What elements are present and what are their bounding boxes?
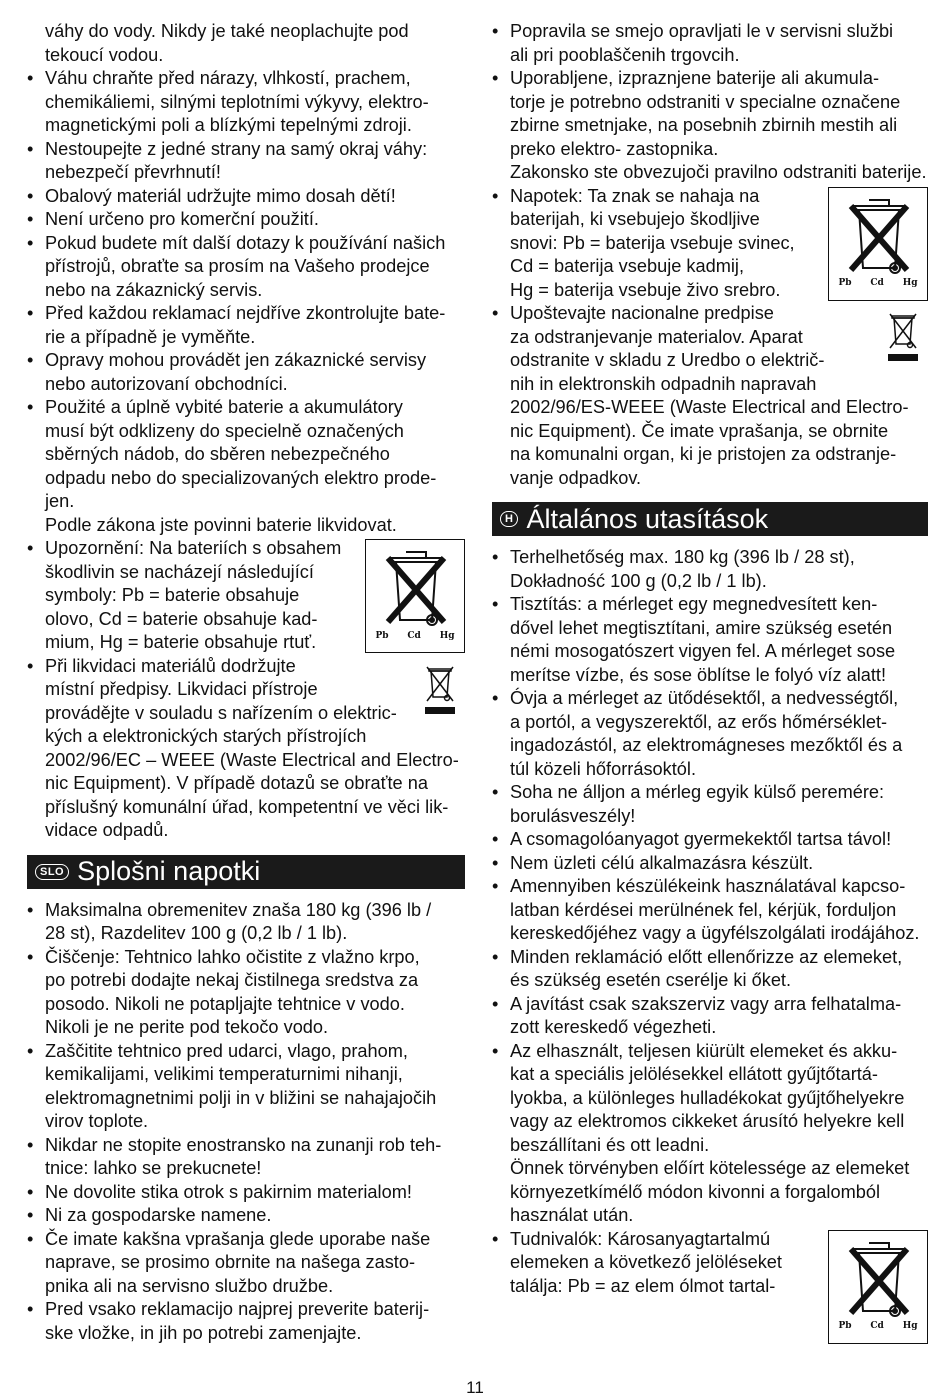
h-bullet-list <box>492 546 928 1157</box>
section-title: Általános utasítások <box>526 503 769 534</box>
bullet: • <box>27 209 34 229</box>
bullet: • <box>27 232 34 253</box>
text-line: Soha ne álljon a mérleg egyik külső peremére: <box>510 782 885 802</box>
cz-battery-note <box>27 537 465 655</box>
text-line: Pred vsako reklamacijo najprej preverite baterij- <box>45 1299 430 1319</box>
section-title: Splošni napotki <box>77 856 261 886</box>
list-item <box>27 138 465 185</box>
text-line: provádějte v souladu s nařízením o elektric- <box>45 702 397 723</box>
language-badge-h: H <box>500 511 518 527</box>
list-item <box>27 946 465 1040</box>
text-line: latban kérdései merülnének fel, kérjük, forduljon <box>510 899 897 920</box>
text-line: posodo. Nikoli ne potapljajte tehtnice v vodo. <box>45 993 405 1014</box>
text-line: tekoucí vodou. <box>45 44 164 65</box>
text-line: Při likvidaci materiálů dodržujte <box>45 655 296 676</box>
text-line: odpadu nebo do specializovaných elektro prode- <box>45 467 437 488</box>
bullet: • <box>492 782 499 802</box>
text-line: kemikalijami, velikimi temperaturnimi nihanji, <box>45 1064 403 1084</box>
list-item <box>27 208 465 232</box>
bullet: • <box>27 1228 34 1249</box>
text-line: Nem üzleti célú alkalmazásra készült. <box>510 852 814 873</box>
bullet: • <box>492 852 499 873</box>
pb-label: Pb <box>375 630 389 641</box>
text-line: és szükség esetén cserélje ki őket. <box>510 970 792 990</box>
text-line: környezetkímélő módon kivonni a forgalomból <box>510 1181 881 1202</box>
h-law-note <box>492 1157 928 1228</box>
list-item <box>27 1204 465 1228</box>
text-line: váhy do vody. Nikdy je také neoplachujte pod <box>45 21 409 41</box>
text-line: baterijah, ki vsebujejo škodljive <box>510 209 760 229</box>
pb-label: Pb <box>838 278 852 288</box>
text-line: beszállítani és ott leadni. <box>510 1134 710 1155</box>
text-line: Maksimalna obremenitev znaša 180 kg (396 lb / <box>45 899 432 920</box>
text-line: ingadozástól, az elektromágneses mezőktől és a <box>510 735 903 755</box>
list-item <box>27 232 465 303</box>
pb-label: Pb <box>838 1321 852 1331</box>
text-line: preko elektro- zastopnika. <box>510 138 719 159</box>
text-line: találja: Pb = az elem ólmot tartal- <box>510 1275 776 1296</box>
text-line: a portól, a vegyszerektől, az erős hőmérséklet- <box>510 711 888 732</box>
crossed-bin-battery-icon <box>828 187 928 301</box>
bullet: • <box>27 538 34 558</box>
text-line: sběrných nádob, do sběren nebezpečného <box>45 444 390 464</box>
text-line: Nikoli je ne perite pod tekočo vodo. <box>45 1017 329 1037</box>
cd-label: Cd <box>407 630 421 641</box>
list-item <box>492 781 928 828</box>
text-line: Cd = baterija vsebuje kadmij, <box>510 256 745 276</box>
text-line: Upozornění: Na bateriích s obsahem <box>45 538 342 558</box>
text-line: olovo, Cd = baterie obsahuje kad- <box>45 608 318 629</box>
text-line: Podle zákona jste povinni baterie likvidovat. <box>45 514 397 535</box>
bullet: • <box>492 185 499 206</box>
text-line: vidace odpadů. <box>45 820 169 840</box>
hg-label: Hg <box>439 630 455 641</box>
page-number: 11 <box>466 1378 484 1397</box>
text-line: Obalový materiál udržujte mimo dosah dětí! <box>45 185 396 206</box>
list-item <box>492 687 928 781</box>
list-item <box>27 67 465 138</box>
slo-weee-note <box>492 302 928 490</box>
bullet: • <box>27 397 34 417</box>
text-line: Önnek törvényben előírt kötelessége az elemeket <box>510 1158 910 1178</box>
bullet: • <box>27 655 34 676</box>
list-item <box>492 67 928 161</box>
text-line: Použité a úplně vybité baterie a akumulátory <box>45 397 403 417</box>
list-item <box>27 302 465 349</box>
text-line: kereskedőjéhez vagy a ügyfélszolgálati irodájához. <box>510 923 920 943</box>
bullet: • <box>27 899 34 920</box>
text-line: Upoštevajte nacionalne predpise <box>510 303 774 323</box>
text-line: virov toplote. <box>45 1111 149 1131</box>
text-line: nebezpečí převrhnutí! <box>45 162 221 182</box>
text-line: Napotek: Ta znak se nahaja na <box>510 185 760 206</box>
bullet: • <box>492 876 499 896</box>
list-item <box>492 852 928 876</box>
bullet: • <box>492 303 499 323</box>
list-item <box>27 396 465 514</box>
bullet: • <box>492 1228 499 1249</box>
list-item <box>27 899 465 946</box>
text-line: merítse vízbe, és sose öblítse le folyó víz alatt! <box>510 664 887 685</box>
cz-continuation-text <box>27 20 465 67</box>
text-line: kých a elektronických starých přístrojích <box>45 726 367 746</box>
crossed-bin-battery-icon <box>828 1230 928 1344</box>
bullet: • <box>492 946 499 967</box>
text-line: chemikáliemi, silnými teplotními výkyvy, elektro- <box>45 91 429 112</box>
text-line: Ne dovolite stika otrok s pakirnim materialom! <box>45 1181 412 1202</box>
text-line: Čiščenje: Tehtnico lahko očistite z vlažno krpo, <box>45 946 420 967</box>
text-line: elektromagnetnimi polji in v bližini se nahajajočih <box>45 1087 437 1108</box>
text-line: Nestoupejte z jedné strany na samý okraj váhy: <box>45 138 428 159</box>
text-line: borulásveszély! <box>510 805 636 826</box>
text-line: lyokba, a különleges hulladékokat gyűjtőhelyekre <box>510 1087 905 1108</box>
cz-bullet-list <box>27 67 465 514</box>
h-battery-note <box>492 1228 928 1331</box>
bullet: • <box>492 688 499 708</box>
text-line: használat után. <box>510 1205 634 1225</box>
text-line: místní předpisy. Likvidaci přístroje <box>45 679 318 699</box>
bullet: • <box>27 185 34 206</box>
text-line: némi mosogatószert vigyen fel. A mérleget sose <box>510 641 896 661</box>
text-line: za odstranjevanje materialov. Aparat <box>510 326 803 347</box>
text-line: musí být odklizeny do specielně označených <box>45 420 404 441</box>
text-line: Amennyiben készülékeink használatával kapcso- <box>510 876 906 896</box>
weee-bin-icon <box>419 663 461 717</box>
left-column <box>27 20 465 1345</box>
text-line: 28 st), Razdelitev 100 g (0,2 lb / 1 lb). <box>45 923 348 943</box>
list-item <box>492 875 928 946</box>
text-line: nic Equipment). Če imate vprašanja, se obrnite <box>510 420 889 441</box>
text-line: Popravila se smejo opravljati le v servisni službi <box>510 21 894 41</box>
text-line: zott kereskedő végezheti. <box>510 1017 717 1037</box>
text-line: vanje odpadkov. <box>510 467 642 488</box>
text-line: Óvja a mérleget az ütődésektől, a nedvességtől, <box>510 688 899 708</box>
hg-label: Hg <box>902 278 918 288</box>
text-line: nih in elektronskih odpadnih napravah <box>510 373 817 394</box>
text-line: dővel lehet megtisztítani, amire szükség esetén <box>510 617 893 638</box>
bullet: • <box>492 68 499 88</box>
list-item <box>492 593 928 687</box>
list-item <box>492 993 928 1040</box>
slo-law-note <box>492 161 928 185</box>
text-line: Tisztítás: a mérleget egy megnedvesített ken- <box>510 594 878 614</box>
text-line: tnice: lahko se prekucnete! <box>45 1158 262 1178</box>
text-line: příslušný komunální úřad, kompetentní ve věci lik- <box>45 796 449 817</box>
list-item <box>27 1228 465 1299</box>
text-line: odstranite v skladu z Uredbo o električ- <box>510 350 825 370</box>
crossed-bin-battery-icon <box>365 539 465 653</box>
text-line: kat a speciális jelölésekkel ellátott gyűjtőtartá- <box>510 1064 878 1084</box>
bullet: • <box>27 138 34 159</box>
text-line: nic Equipment). V případě dotazů se obraťte na <box>45 773 428 793</box>
text-line: Zakonsko ste obvezujoči pravilno odstraniti baterije. <box>510 162 927 182</box>
text-line: Tudnivalók: Károsanyagtartalmú <box>510 1228 771 1249</box>
list-item <box>492 20 928 67</box>
bullet: • <box>27 946 34 967</box>
text-line: nebo na zákaznický servis. <box>45 279 263 300</box>
bullet: • <box>27 1040 34 1061</box>
text-line: nebo autorizovaní obchodníci. <box>45 373 288 394</box>
list-item <box>492 828 928 852</box>
cz-law-note <box>27 514 465 538</box>
text-line: na komunalni organ, ki je pristojen za odstranje- <box>510 444 897 464</box>
slo-section-header <box>27 855 465 889</box>
hg-label: Hg <box>902 1321 918 1331</box>
text-line: Zaščitite tehtnico pred udarci, vlago, prahom, <box>45 1040 408 1061</box>
list-item <box>492 1040 928 1158</box>
text-line: Opravy mohou provádět jen zákaznické servisy <box>45 350 427 370</box>
cd-label: Cd <box>870 1321 884 1331</box>
slo-bullet-list <box>27 899 465 1346</box>
text-line: magnetickými poli a blízkými tepelnými zdroji. <box>45 115 412 135</box>
list-item <box>27 1134 465 1181</box>
list-item <box>492 946 928 993</box>
bullet: • <box>492 993 499 1014</box>
bullet: • <box>27 1299 34 1319</box>
text-line: torje je potrebno odstraniti v specialne označene <box>510 91 901 112</box>
text-line: mium, Hg = baterie obsahuje rtuť. <box>45 632 317 652</box>
list-item <box>27 1181 465 1205</box>
text-line: Váhu chraňte před nárazy, vlhkostí, prachem, <box>45 68 411 88</box>
text-line: Hg = baterija vsebuje živo srebro. <box>510 279 781 300</box>
cz-weee-note <box>27 655 465 843</box>
list-item <box>492 546 928 593</box>
text-line: jen. <box>45 491 75 511</box>
weee-bin-icon <box>882 310 924 364</box>
bullet: • <box>492 1040 499 1061</box>
text-line: Minden reklamáció előtt ellenőrizze az elemeket, <box>510 946 903 967</box>
text-line: Pokud budete mít další dotazy k používání našich <box>45 232 446 253</box>
slo-bullet-list-continued <box>492 20 928 161</box>
list-item <box>27 185 465 209</box>
text-line: zbirne smetnjake, na posebnih zbirnih mestih ali <box>510 115 898 135</box>
text-line: Če imate kakšna vprašanja glede uporabe naše <box>45 1228 431 1249</box>
bullet: • <box>492 829 499 849</box>
text-line: naprave, se prosimo obrnite na našega zasto- <box>45 1252 416 1272</box>
text-line: elemeken a következő jelöléseket <box>510 1252 782 1272</box>
text-line: Nikdar ne stopite enostransko na zunanji rob teh- <box>45 1134 442 1155</box>
text-line: Uporabljene, izpraznjene baterije ali akumula- <box>510 68 880 88</box>
bullet: • <box>492 21 499 41</box>
text-line: ske vložke, in jih po potrebi zamenjajte. <box>45 1322 362 1343</box>
text-line: 2002/96/EC – WEEE (Waste Electrical and Electro- <box>45 749 459 770</box>
text-line: Není určeno pro komerční použití. <box>45 209 319 229</box>
text-line: Az elhasznált, teljesen kiürült elemeket és akku- <box>510 1040 898 1061</box>
text-line: túl közeli hőforrásoktól. <box>510 758 697 779</box>
list-item <box>27 349 465 396</box>
bullet: • <box>27 1181 34 1202</box>
text-line: Ni za gospodarske namene. <box>45 1205 272 1225</box>
text-line: Terhelhetőség max. 180 kg (396 lb / 28 st), <box>510 547 855 567</box>
slo-battery-note <box>492 185 928 303</box>
text-line: vagy az elektromos cikkeket árusító helyekre kell <box>510 1111 905 1131</box>
text-line: po potrebi dodajte nekaj čistilnega sredstva za <box>45 970 419 990</box>
text-line: A csomagolóanyagot gyermekektől tartsa távol! <box>510 829 892 849</box>
text-line: Před každou reklamací nejdříve zkontrolujte bate- <box>45 303 446 323</box>
cd-label: Cd <box>870 278 884 288</box>
bullet: • <box>492 547 499 567</box>
text-line: snovi: Pb = baterija vsebuje svinec, <box>510 232 795 253</box>
bullet: • <box>27 68 34 88</box>
bullet: • <box>492 594 499 614</box>
text-line: symboly: Pb = baterie obsahuje <box>45 585 300 605</box>
text-line: přístrojů, obraťte sa prosím na Vašeho prodejce <box>45 256 430 276</box>
text-line: ali pri pooblaščenih trgovcih. <box>510 44 740 65</box>
list-item <box>27 1298 465 1345</box>
text-line: rie a případně je vyměňte. <box>45 326 256 347</box>
text-line: A javítást csak szakszerviz vagy arra felhatalma- <box>510 993 902 1014</box>
text-line: škodlivin se nacházejí následující <box>45 561 314 582</box>
h-section-header <box>492 502 928 536</box>
bullet: • <box>27 350 34 370</box>
language-badge-slo: SLO <box>35 864 69 880</box>
right-column <box>492 20 928 1344</box>
text-line: pnika ali na servisno službo družbe. <box>45 1275 334 1296</box>
bullet: • <box>27 303 34 323</box>
list-item <box>27 1040 465 1134</box>
bullet: • <box>27 1134 34 1155</box>
text-line: Dokładność 100 g (0,2 lb / 1 lb). <box>510 570 767 591</box>
text-line: 2002/96/ES-WEEE (Waste Electrical and Electro- <box>510 397 909 417</box>
bullet: • <box>27 1205 34 1225</box>
